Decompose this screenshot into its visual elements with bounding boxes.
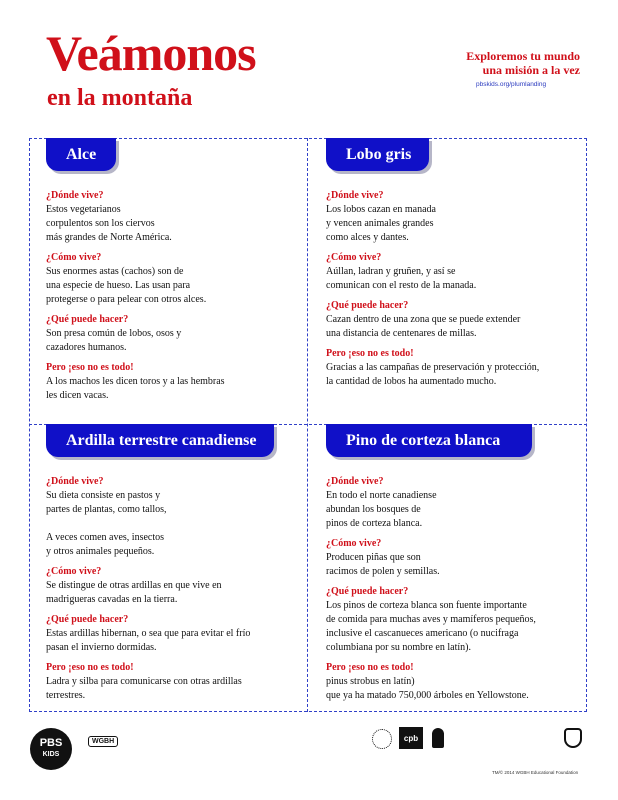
section-question: Pero ¡eso no es todo! <box>46 362 134 373</box>
section-answer: pinus strobus en latín) que ya ha matado 750,000 árboles en Yellowstone. <box>326 676 529 701</box>
tagline-line1: Exploremos tu mundo <box>466 49 580 63</box>
card-section <box>46 661 302 703</box>
funder-figure-logo <box>432 728 444 748</box>
section-answer: Sus enormes astas (cachos) son de una especie de hueso. Las usan para protegerse o para pelear con otros alces. <box>46 266 207 305</box>
card-section <box>326 251 582 293</box>
card-section <box>326 537 582 579</box>
section-question: ¿Qué puede hacer? <box>326 300 409 311</box>
page-title: Veámonos <box>46 25 256 81</box>
section-question: ¿Dónde vive? <box>46 476 104 487</box>
card-section <box>326 299 582 341</box>
wgbh-logo: WGBH <box>88 736 118 747</box>
cpb-logo: cpb <box>399 727 423 749</box>
card-section <box>46 361 302 403</box>
card-ardilla-terrestre <box>46 424 302 709</box>
section-answer: Se distingue de otras ardillas en que vive en madrigueras cavadas en la tierra. <box>46 580 222 605</box>
card-pino-corteza-blanca <box>326 424 582 709</box>
section-answer: Son presa común de lobos, osos y cazadores humanos. <box>46 328 182 353</box>
section-answer: Su dieta consiste en pastos y partes de plantas, como tallos, A veces comen aves, insectos y otros animales pequeños. <box>46 490 167 557</box>
copyright-text: TM/© 2014 WGBH Educational Foundation <box>492 770 579 775</box>
section-question: ¿Qué puede hacer? <box>326 586 409 597</box>
section-answer: Producen piñas que son racimos de polen y semillas. <box>326 552 440 577</box>
card-title: Lobo gris <box>326 138 429 171</box>
section-answer: Aúllan, ladran y gruñen, y así se comunican con el resto de la manada. <box>326 266 477 291</box>
card-section <box>326 661 582 703</box>
card-section <box>46 613 302 655</box>
card-section <box>326 347 582 389</box>
grid-divider-vertical <box>307 138 308 712</box>
card-section <box>46 475 302 559</box>
card-title: Pino de corteza blanca <box>326 424 532 457</box>
section-question: Pero ¡eso no es todo! <box>46 662 134 673</box>
page-subtitle: en la montaña <box>47 85 193 111</box>
pbs-logo-text: PBS <box>39 737 63 749</box>
section-question: ¿Dónde vive? <box>46 190 104 201</box>
card-section <box>46 251 302 307</box>
card-section <box>46 189 302 245</box>
card-title: Alce <box>46 138 116 171</box>
section-answer: Gracias a las campañas de preservación y protección, la cantidad de lobos ha aumentado mucho. <box>326 362 540 387</box>
section-question: ¿Qué puede hacer? <box>46 314 129 325</box>
card-title: Ardilla terrestre canadiense <box>46 424 274 457</box>
pbs-kids-logo <box>30 728 72 770</box>
section-question: ¿Cómo vive? <box>46 566 102 577</box>
section-question: ¿Cómo vive? <box>46 252 102 263</box>
pbs-logo-subtext: KIDS <box>42 751 60 758</box>
card-section <box>326 189 582 245</box>
card-section <box>326 585 582 655</box>
section-answer: A los machos les dicen toros y a las hembras les dicen vacas. <box>46 376 225 401</box>
card-section <box>326 475 582 531</box>
card-section <box>46 313 302 355</box>
section-question: ¿Qué puede hacer? <box>46 614 129 625</box>
section-question: Pero ¡eso no es todo! <box>326 662 414 673</box>
section-question: Pero ¡eso no es todo! <box>326 348 414 359</box>
card-alce <box>46 138 302 409</box>
card-lobo-gris <box>326 138 582 395</box>
section-question: ¿Cómo vive? <box>326 252 382 263</box>
section-question: ¿Cómo vive? <box>326 538 382 549</box>
section-answer: Estos vegetarianos corpulentos son los ciervos más grandes de Norte América. <box>46 204 172 243</box>
tagline-line2: una misión a la vez <box>482 63 580 77</box>
funder-circle-logo <box>372 729 392 749</box>
section-answer: Estas ardillas hibernan, o sea que para evitar el frío pasan el invierno dormidas. <box>46 628 251 653</box>
card-section <box>46 565 302 607</box>
section-answer: Los pinos de corteza blanca son fuente importante de comida para muchas aves y mamíferos pequeños, inclusive el cascanueces americano (o nucifraga columbiana por su nombre en latín). <box>326 600 536 653</box>
section-answer: Ladra y silba para comunicarse con otras ardillas terrestres. <box>46 676 242 701</box>
section-answer: Cazan dentro de una zona que se puede extender una distancia de centenares de millas. <box>326 314 521 339</box>
funder-shield-logo <box>564 728 582 748</box>
section-answer: En todo el norte canadiense abundan los bosques de pinos de corteza blanca. <box>326 490 437 529</box>
section-answer: Los lobos cazan en manada y vencen animales grandes como alces y dantes. <box>326 204 436 243</box>
section-question: ¿Dónde vive? <box>326 190 384 201</box>
section-question: ¿Dónde vive? <box>326 476 384 487</box>
website-link[interactable]: pbskids.org/plumlanding <box>476 81 547 88</box>
